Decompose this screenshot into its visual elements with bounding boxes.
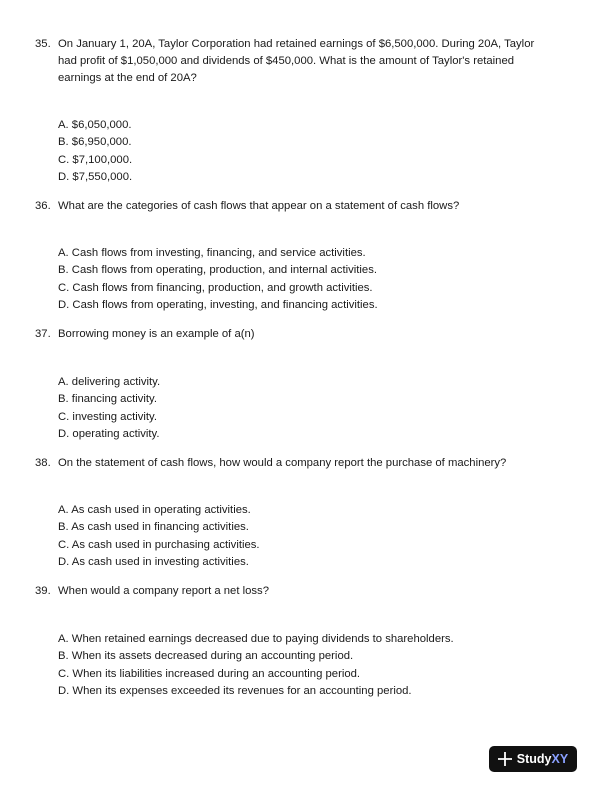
question-line: earnings at the end of 20A?	[58, 72, 197, 84]
question-number: 35.	[35, 38, 51, 50]
option-d: D. operating activity.	[58, 427, 160, 440]
option-c: C. As cash used in purchasing activities.	[58, 538, 260, 551]
options-38	[58, 502, 260, 571]
option-a: A. $6,050,000.	[58, 119, 132, 131]
option-b: B. When its assets decreased during an accounting period.	[58, 650, 354, 663]
brand-name-xy: XY	[551, 752, 569, 766]
option-d: D. $7,550,000.	[58, 170, 133, 183]
option-a: A. delivering activity.	[58, 376, 161, 388]
question-stem	[58, 198, 575, 215]
question-line: had profit of $1,050,000 and dividends of $450,000. What is the amount of Taylor's retained	[58, 55, 515, 67]
question-38	[35, 455, 575, 472]
question-number: 36.	[35, 200, 51, 212]
option-c: C. investing activity.	[58, 410, 157, 423]
option-c: C. Cash flows from financing, production, and growth activities.	[58, 281, 373, 294]
studyxy-logo	[489, 746, 577, 772]
question-stem	[58, 455, 575, 472]
options-37	[58, 374, 160, 443]
option-b: B. financing activity.	[58, 393, 157, 406]
question-stem	[58, 36, 575, 87]
question-line: When would a company report a net loss?	[58, 585, 269, 597]
question-line: Borrowing money is an example of a(n)	[58, 328, 255, 340]
options-39	[58, 631, 454, 700]
question-36	[35, 198, 575, 215]
question-number: 38.	[35, 457, 51, 469]
option-d: D. Cash flows from operating, investing, and financing activities.	[58, 298, 378, 311]
question-line: On January 1, 20A, Taylor Corporation had retained earnings of $6,500,000. During 20A, Taylor	[58, 38, 535, 50]
question-number: 37.	[35, 328, 51, 340]
option-d: D. As cash used in investing activities.	[58, 555, 249, 568]
option-b: B. Cash flows from operating, production, and internal activities.	[58, 264, 377, 277]
plus-icon	[498, 752, 512, 766]
question-37	[35, 326, 575, 343]
brand-name	[517, 752, 568, 766]
options-35	[58, 117, 132, 186]
question-stem	[58, 583, 575, 600]
option-c: C. $7,100,000.	[58, 153, 133, 166]
option-b: B. $6,950,000.	[58, 136, 132, 149]
question-35	[35, 36, 575, 87]
option-b: B. As cash used in financing activities.	[58, 521, 249, 534]
brand-name-study: Study	[516, 752, 552, 766]
question-line: What are the categories of cash flows that appear on a statement of cash flows?	[58, 200, 460, 212]
option-c: C. When its liabilities increased during an accounting period.	[58, 667, 361, 680]
options-36	[58, 245, 378, 314]
option-a: A. When retained earnings decreased due to paying dividends to shareholders.	[58, 633, 454, 645]
option-a: A. As cash used in operating activities.	[58, 504, 251, 516]
question-39	[35, 583, 575, 600]
option-d: D. When its expenses exceeded its revenues for an accounting period.	[58, 684, 412, 697]
option-a: A. Cash flows from investing, financing, and service activities.	[58, 247, 366, 259]
question-number: 39.	[35, 585, 51, 597]
question-stem	[58, 326, 575, 343]
question-line: On the statement of cash flows, how would a company report the purchase of machinery?	[58, 457, 507, 469]
